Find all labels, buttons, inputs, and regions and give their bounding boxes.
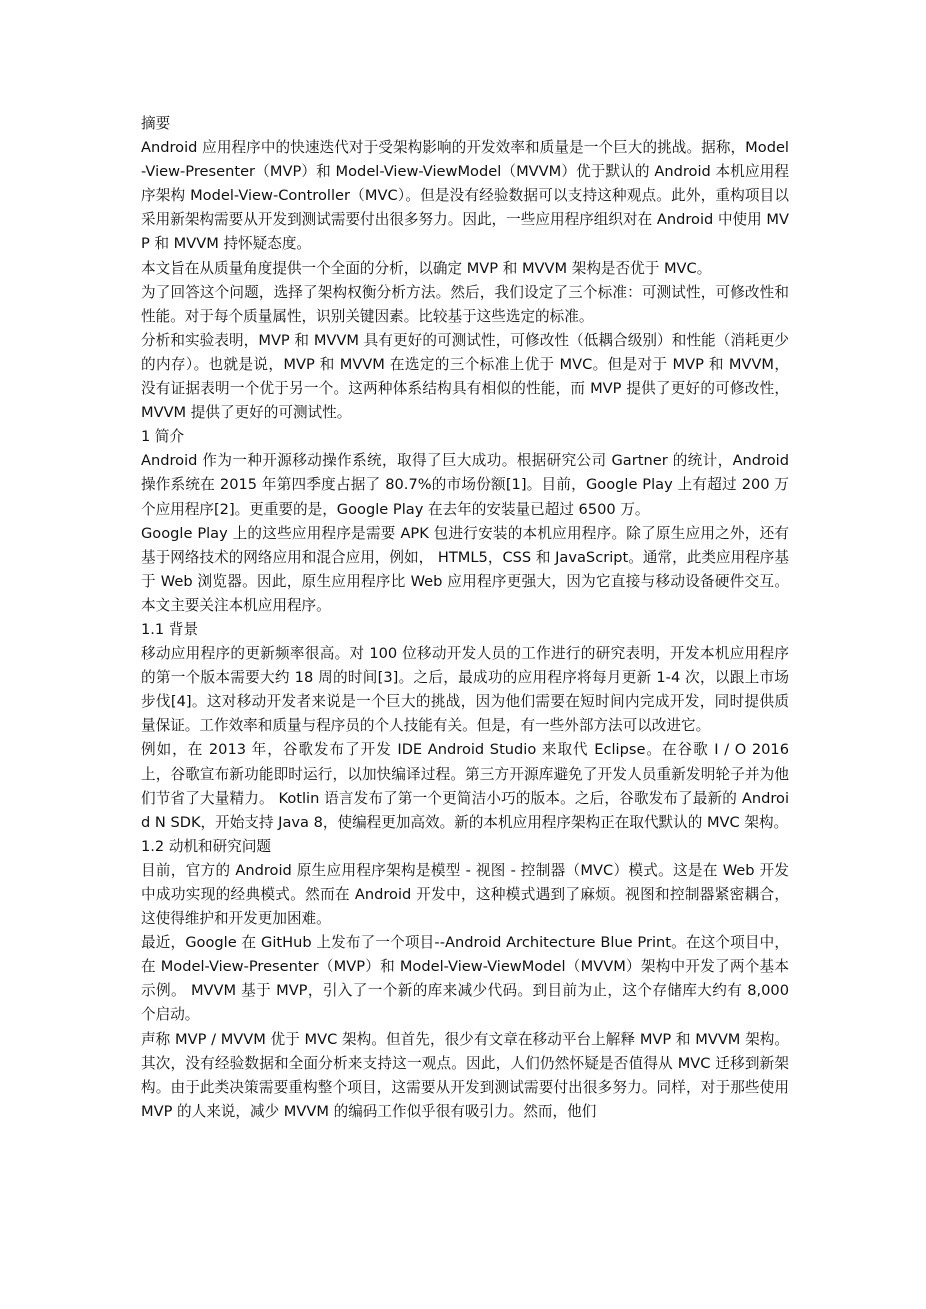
section-1-2-paragraph-1: 目前，官方的 Android 原生应用程序架构是模型 - 视图 - 控制器（MVC）模式。这是在 Web 开发中成功实现的经典模式。然而在 Android 开发中，这种模式遇到了麻烦。视图和控制器紧密耦合，这使得维护和开发更加困难。 [141, 861, 789, 928]
document-page [141, 112, 789, 1124]
section-1-2-paragraph-3: 声称 MVP / MVVM 优于 MVC 架构。但首先，很少有文章在移动平台上解释 MVP 和 MVVM 架构。其次，没有经验数据和全面分析来支持这一观点。因此，人们仍然怀疑是否值得从 MVC 迁移到新架构。由于此类决策需要重构整个项目，这需要从开发到测试需要付出很多努力。同样，对于那些使用 MVP 的人来说，减少 MVVM 的编码工作似乎很有吸引力。然而，他们 [141, 1030, 789, 1120]
abstract-paragraph-4: 分析和实验表明，MVP 和 MVVM 具有更好的可测试性，可修改性（低耦合级别）和性能（消耗更少的内存）。也就是说，MVP 和 MVVM 在选定的三个标准上优于 MVC。但是对于 MVP 和 MVVM，没有证据表明一个优于另一个。这两种体系结构具有相似的性能，而 MVP 提供了更好的可修改性，MVVM 提供了更好的可测试性。 [141, 331, 789, 422]
section-1-2-paragraph-2: 最近，Google 在 GitHub 上发布了一个项目--Android Architecture Blue Print。在这个项目中，在 Model-View-Presenter（MVP）和 Model-View-ViewModel（MVVM）架构中开发了两个基本示例。 MVVM 基于 MVP，引入了一个新的库来减少代码。到目前为止，这个存储库大约有 8,000 个启动。 [141, 934, 789, 1024]
abstract-paragraph-2: 本文旨在从质量角度提供一个全面的分析，以确定 MVP 和 MVVM 架构是否优于 MVC。 [141, 259, 712, 277]
section-1-1-paragraph-1: 移动应用程序的更新频率很高。对 100 位移动开发人员的工作进行的研究表明，开发本机应用程序的第一个版本需要大约 18 周的时间[3]。之后，最成功的应用程序将每月更新 1-4 次，以跟上市场步伐[4]。这对移动开发者来说是一个巨大的挑战，因为他们需要在短时间内完成开发，同时提供质量保证。工作效率和质量与程序员的个人技能有关。但是，有一些外部方法可以改进它。 [141, 645, 789, 735]
section-1-1-heading: 1.1 背景 [141, 620, 199, 638]
section-1-1-paragraph-2: 例如，在 2013 年，谷歌发布了开发 IDE Android Studio 来取代 Eclipse。在谷歌 I / O 2016 上，谷歌宣布新功能即时运行，以加快编译过程。第三方开源库避免了开发人员重新发明轮子并为他们节省了大量精力。 Kotlin 语言发布了第一个更简洁小巧的版本。之后，谷歌发布了最新的 Android N SDK，开始支持 Java 8，使编程更加高效。新的本机应用程序架构正在取代默认的 MVC 架构。 [141, 741, 789, 831]
section-1-paragraph-2: Google Play 上的这些应用程序是需要 APK 包进行安装的本机应用程序。除了原生应用之外，还有基于网络技术的网络应用和混合应用，例如， HTML5，CSS 和 JavaScript。通常，此类应用程序基于 Web 浏览器。因此，原生应用程序比 Web 应用程序更强大，因为它直接与移动设备硬件交互。本文主要关注本机应用程序。 [141, 524, 789, 614]
section-1-2-heading: 1.2 动机和研究问题 [141, 837, 272, 855]
abstract-heading: 摘要 [141, 115, 171, 132]
abstract-paragraph-3: 为了回答这个问题，选择了架构权衡分析方法。然后，我们设定了三个标准：可测试性，可修改性和性能。对于每个质量属性，识别关键因素。比较基于这些选定的标准。 [141, 283, 789, 325]
section-1-heading: 1 简介 [141, 428, 185, 446]
abstract-paragraph-1: Android 应用程序中的快速迭代对于受架构影响的开发效率和质量是一个巨大的挑战。据称，Model-View-Presenter（MVP）和 Model-View-ViewModel（MVVM）优于默认的 Android 本机应用程序架构 Model-View-Controller（MVC）。但是没有经验数据可以支持这种观点。此外，重构项目以采用新架构需要从开发到测试需要付出很多努力。因此，一些应用程序组织对在 Android 中使用 MVP 和 MVVM 持怀疑态度。 [141, 139, 789, 253]
section-1-paragraph-1: Android 作为一种开源移动操作系统，取得了巨大成功。根据研究公司 Gartner 的统计，Android 操作系统在 2015 年第四季度占据了 80.7%的市场份额[1]。目前，Google Play 上有超过 200 万个应用程序[2]。更重要的是，Google Play 在去年的安装量已超过 6500 万。 [141, 452, 789, 518]
